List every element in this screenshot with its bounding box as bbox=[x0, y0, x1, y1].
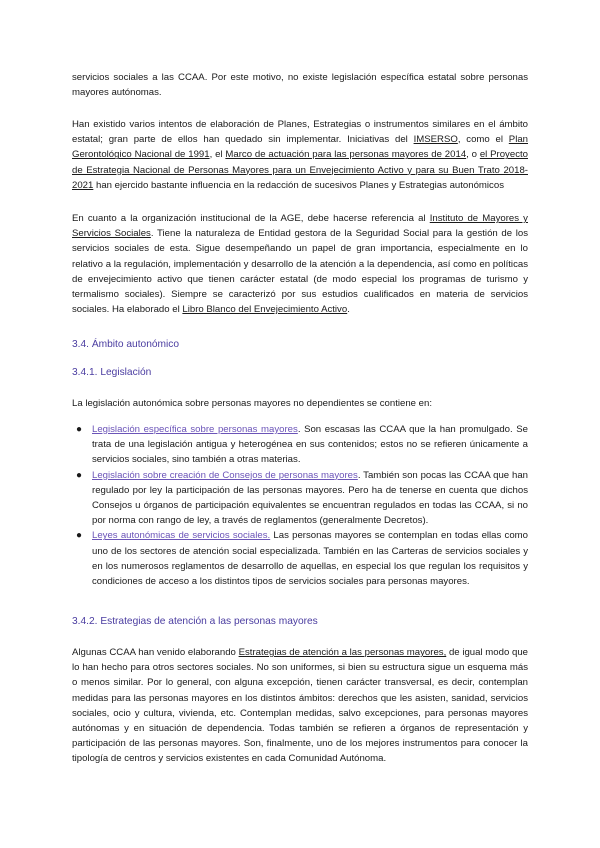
paragraph-estrategias bbox=[72, 645, 528, 767]
heading-estrategias: 3.4.2. Estrategias de atención a las personas mayores bbox=[72, 616, 318, 627]
text-segment: En cuanto a la organización institucional de la AGE, debe hacerse referencia al bbox=[72, 213, 430, 224]
text-segment: . Son escasas las CCAA que la han promulgado. Se trata de una legislación antigua y heterogénea en sus contenidos; estos no se refieren únicamente a servicios sociales, sino también a otras materias. bbox=[92, 424, 528, 466]
bullet-icon: ● bbox=[76, 469, 83, 481]
text-segment: Algunas CCAA han venido elaborando bbox=[72, 647, 239, 658]
link-legislacion-especifica[interactable]: Legislación específica sobre personas mayores bbox=[92, 424, 298, 435]
list-item bbox=[72, 528, 528, 589]
text-segment: . También son pocas las CCAA que han regulado por ley la participación de las personas mayores. Pero ha de tenerse en cuenta que dichos Consejos u órganos de participación equivalentes se encuentran regulados en todas las CCAA, si no por norma con rango de ley, a través de reglamentos (generalmente Decretos). bbox=[92, 469, 528, 527]
link-proyecto-estrategia[interactable]: el Proyecto de Estrategia Nacional de Personas Mayores para un Envejecimiento Activo y para su Buen Trato 2018-2021 bbox=[72, 149, 528, 191]
paragraph-legislation-intro: La legislación autonómica sobre personas mayores no dependientes se contiene en: bbox=[72, 398, 432, 409]
text-segment: . Tiene la naturaleza de Entidad gestora de la Seguridad Social para la gestión de los servicios sociales de esta. Sigue desempeñando un papel de gran importancia, especialmente en lo relativo a la regulación, implementación y desarrollo de la atención a la dependencia, así como en políticas de envejecimiento activo que tienen carácter estatal (de modo especial los programas de turismo y termalismo sociales). Siempre se caracterizó por sus estudios cualificados en materia de servicios sociales. Ha elaborado el bbox=[72, 228, 528, 316]
link-imserso[interactable]: IMSERSO bbox=[413, 134, 458, 146]
link-estrategias-atencion[interactable]: Estrategias de atención a las personas mayores, bbox=[238, 647, 447, 658]
text-segment: . bbox=[347, 304, 350, 316]
text-segment: , o bbox=[466, 149, 480, 161]
paragraph-state-plans bbox=[72, 117, 528, 193]
text-segment: , el bbox=[209, 149, 226, 161]
list-item bbox=[72, 422, 528, 468]
link-instituto-mayores[interactable]: Instituto de Mayores y Servicios Sociales bbox=[72, 213, 528, 240]
bullet-icon: ● bbox=[76, 424, 83, 435]
text-segment: Las personas mayores se contemplan en todas ellas como uno de los sectores de atención social especializada. También en las Carteras de servicios sociales y en los numerosos reglamentos de desarrollo de aquellas, en especial los que regulan los requisitos y condiciones de acceso a los distintos tipos de servicios sociales para personas mayores. bbox=[92, 530, 528, 588]
paragraph-age-organization bbox=[72, 211, 528, 317]
link-legislacion-consejos[interactable]: Legislación sobre creación de Consejos de personas mayores bbox=[92, 469, 358, 481]
paragraph-intro: servicios sociales a las CCAA. Por este motivo, no existe legislación específica estatal sobre personas mayores autónomas. bbox=[72, 72, 528, 99]
text-segment: Han existido varios intentos de elaboración de Planes, Estrategias o instrumentos similares en el ámbito estatal; gran parte de ellos han quedado sin implementar. Iniciativas del bbox=[72, 119, 528, 146]
heading-ambito-autonomico: 3.4. Ámbito autonómico bbox=[72, 339, 180, 350]
link-leyes-servicios-sociales[interactable]: Leyes autonómicas de servicios sociales. bbox=[92, 530, 271, 542]
text-segment: han ejercido bastante influencia en la redacción de sucesivos Planes y Estrategias autonómicos bbox=[93, 179, 504, 191]
text-segment: de igual modo que lo han hecho para otros sectores sociales. No son uniformes, si bien su estructura sigue un esquema más o menos similar. Por lo general, con alguna excepción, tienen carácter transversal, es decir, contemplan medidas para las personas mayores en los distintos ámbitos: derechos que les asisten, sanidad, servicios sociales, ocio y cultura, vivienda, etc. Contemplan medidas, salvo excepciones, para personas mayores autónomas y en situación de dependencia. Todas también se refieren a órganos de representación y participación de las personas mayores. Son, finalmente, uno de los mejores instrumentos para conocer la tipología de centros y servicios existentes en cada Comunidad Autónoma. bbox=[72, 647, 528, 765]
text-segment: , como el bbox=[457, 134, 509, 146]
link-marco-actuacion[interactable]: Marco de actuación para las personas mayores de 2014 bbox=[225, 149, 467, 161]
heading-legislacion: 3.4.1. Legislación bbox=[72, 367, 152, 378]
bullet-icon: ● bbox=[76, 530, 83, 542]
legislation-list bbox=[72, 422, 528, 589]
link-plan-gerontologico[interactable]: Plan Gerontológico Nacional de 1991 bbox=[72, 134, 528, 161]
link-libro-blanco[interactable]: Libro Blanco del Envejecimiento Activo bbox=[182, 304, 348, 316]
list-item bbox=[72, 468, 528, 529]
